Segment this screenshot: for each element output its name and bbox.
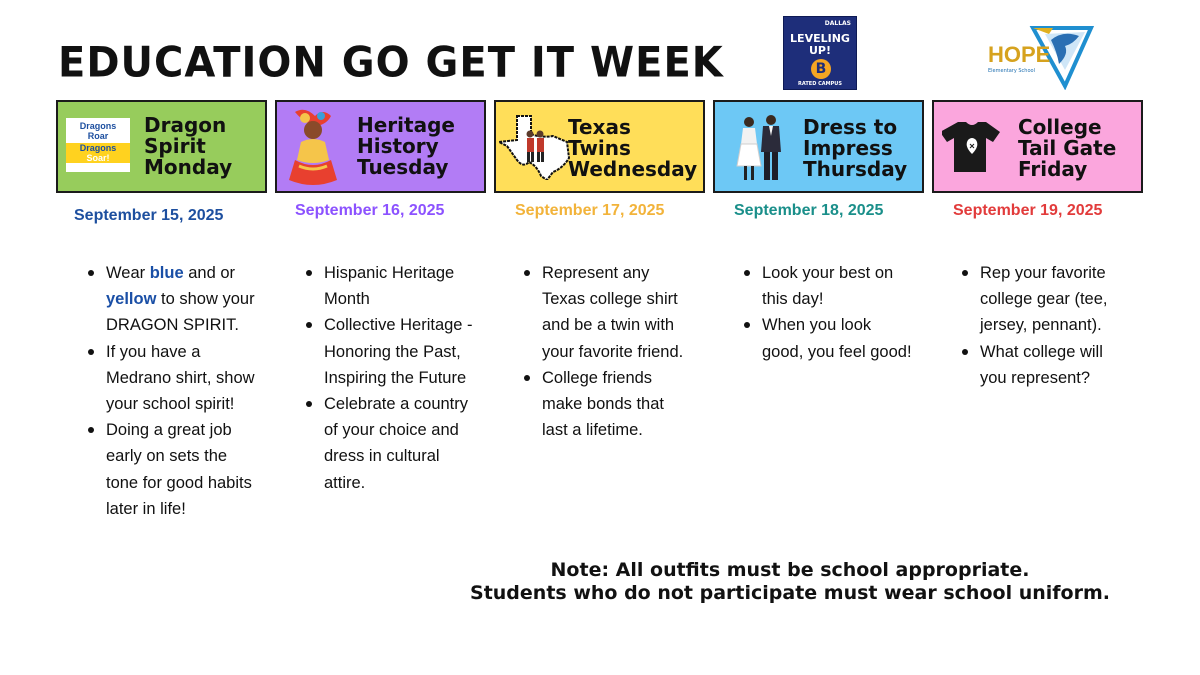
card-friday [932,100,1143,193]
blue-highlight: blue [149,264,184,282]
card-title: Dragon Spirit Monday [144,113,233,179]
card-monday [56,100,267,193]
note-line-1: Note: All outfits must be school appropriate. [550,559,1030,581]
tuesday-bullets [302,260,474,496]
date-wednesday: September 17, 2025 [515,202,665,219]
list-item: Represent any Texas college shirt and be a twin with your favorite friend. [520,260,692,365]
yellow-highlight: yellow [106,290,157,309]
list-item: College friends make bonds that last a lifetime. [520,365,692,444]
date-tuesday: September 16, 2025 [295,202,445,219]
card-tuesday [275,100,486,193]
dressed-couple-icon [731,112,791,184]
dancer-icon [287,108,339,186]
dress-code-note [440,559,1140,605]
leveling-up-logo: DALLAS LEVELING UP! B RATED CAMPUS [783,16,857,90]
list-item: Celebrate a country of your choice and dress in cultural attire. [302,391,474,496]
dragons-roar-badge: Dragons Roar Dragons Soar! [66,118,130,172]
list-item: When you look good, you feel good! [740,312,912,364]
card-wednesday [494,100,705,193]
note-line-2: Students who do not participate must wear school uniform. [470,582,1110,604]
list-item: Doing a great job early on sets the tone for good habits later in life! [84,417,256,522]
card-title: College Tail Gate Friday [1018,115,1117,181]
hope-school-logo: HOPE Elementary School [985,20,1095,90]
list-item: What college will you represent? [958,339,1130,391]
thursday-bullets [740,260,912,365]
date-friday: September 19, 2025 [953,202,1103,219]
card-title: Texas Twins Wednesday [568,115,698,181]
jersey-icon [942,120,1002,174]
list-item: Collective Heritage - Honoring the Past, Inspiring the Future [302,312,474,391]
card-thursday [713,100,924,193]
list-item: Rep your favorite college gear (tee, jersey, pennant). [958,260,1130,339]
list-item: Look your best on this day! [740,260,912,312]
card-title: Dress to Impress Thursday [803,115,908,181]
date-monday: September 15, 2025 [74,207,224,224]
monday-bullets [84,260,256,522]
date-thursday: September 18, 2025 [734,202,884,219]
texas-map-icon [499,114,571,180]
b-rating-badge: B [811,59,831,79]
card-title: Heritage History Tuesday [357,113,455,179]
list-item: Hispanic Heritage Month [302,260,474,312]
wednesday-bullets [520,260,692,443]
list-item: Wear blue and or yellow to show your DRAGON SPIRIT. [84,260,256,339]
friday-bullets [958,260,1130,391]
list-item: If you have a Medrano shirt, show your school spirit! [84,339,256,418]
page-title: EDUCATION GO GET IT WEEK [58,38,724,88]
